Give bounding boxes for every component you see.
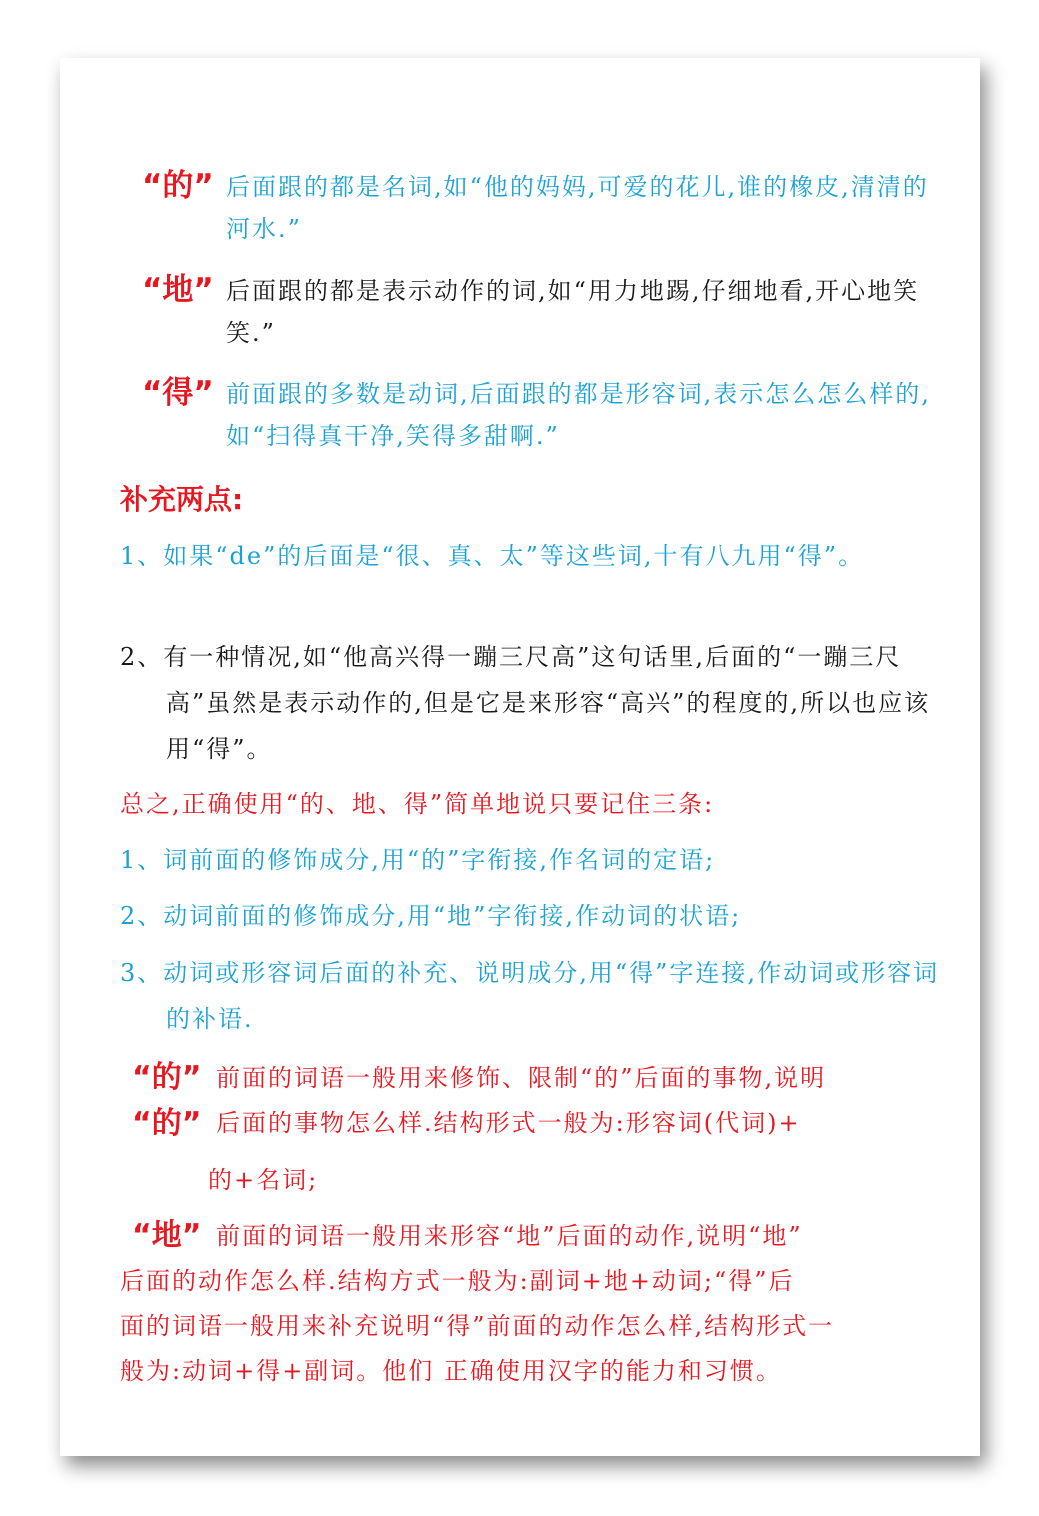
summary-item-2: 2、动词前面的修饰成分,用“地”字衔接,作动词的状语; — [120, 902, 742, 930]
usage-de-line-1: 前面的词语一般用来修饰、限制“的”后面的事物,说明 — [216, 1064, 827, 1092]
usage-de-line-2: 后面的事物怎么样.结构形式一般为:形容词(代词)+ — [216, 1109, 801, 1137]
usage-di-line-3: 面的词语一般用来补充说明“得”前面的动作怎么样,结构形式一 — [120, 1312, 835, 1340]
rule-de-tag: “的” — [142, 168, 214, 204]
usage-di-tag: “地” — [132, 1218, 202, 1253]
summary-intro: 总之,正确使用“的、地、得”简单地说只要记住三条: — [120, 790, 715, 818]
rule-dei-text: 前面跟的多数是动词,后面跟的都是形容词,表示怎么怎么样的,如“扫得真干净,笑得多甜啊.” — [226, 380, 931, 450]
supplement-point-2: 2、有一种情况,如“他高兴得一蹦三尺高”这句话里,后面的“一蹦三尺高”虽然是表示动作的,但是它是来形容“高兴”的程度的,所以也应该用“得”。 — [120, 643, 931, 763]
usage-de-tag-1: “的” — [132, 1060, 202, 1095]
rule-de — [142, 166, 942, 250]
rule-di-tag: “地” — [142, 272, 214, 308]
summary-item-3: 3、动词或形容词后面的补充、说明成分,用“得”字连接,作动词或形容词的补语. — [120, 959, 940, 1033]
rule-dei-tag: “得” — [142, 375, 214, 411]
document-content — [60, 58, 980, 1456]
usage-de-line-3: 的+名词; — [208, 1166, 319, 1194]
rule-de-text: 后面跟的都是名词,如“他的妈妈,可爱的花儿,谁的橡皮,清清的河水.” — [226, 173, 929, 243]
usage-de-tag-2: “的” — [132, 1106, 202, 1141]
supplement-point-1: 1、如果“de”的后面是“很、真、太”等这些词,十有八九用“得”。 — [120, 542, 865, 570]
rule-di — [142, 270, 942, 354]
usage-di-line-4: 般为:动词+得+副词。他们 正确使用汉字的能力和习惯。 — [120, 1357, 782, 1385]
usage-di-line-1: 前面的词语一般用来形容“地”后面的动作,说明“地” — [216, 1222, 803, 1250]
rule-di-text: 后面跟的都是表示动作的词,如“用力地踢,仔细地看,开心地笑笑.” — [226, 277, 920, 347]
summary-item-1: 1、词前面的修饰成分,用“的”字衔接,作名词的定语; — [120, 846, 716, 874]
document-page — [60, 58, 980, 1456]
supplement-heading: 补充两点: — [120, 483, 244, 516]
rule-dei — [142, 373, 942, 457]
usage-di-line-2: 后面的动作怎么样.结构方式一般为:副词+地+动词;“得”后 — [120, 1267, 795, 1295]
